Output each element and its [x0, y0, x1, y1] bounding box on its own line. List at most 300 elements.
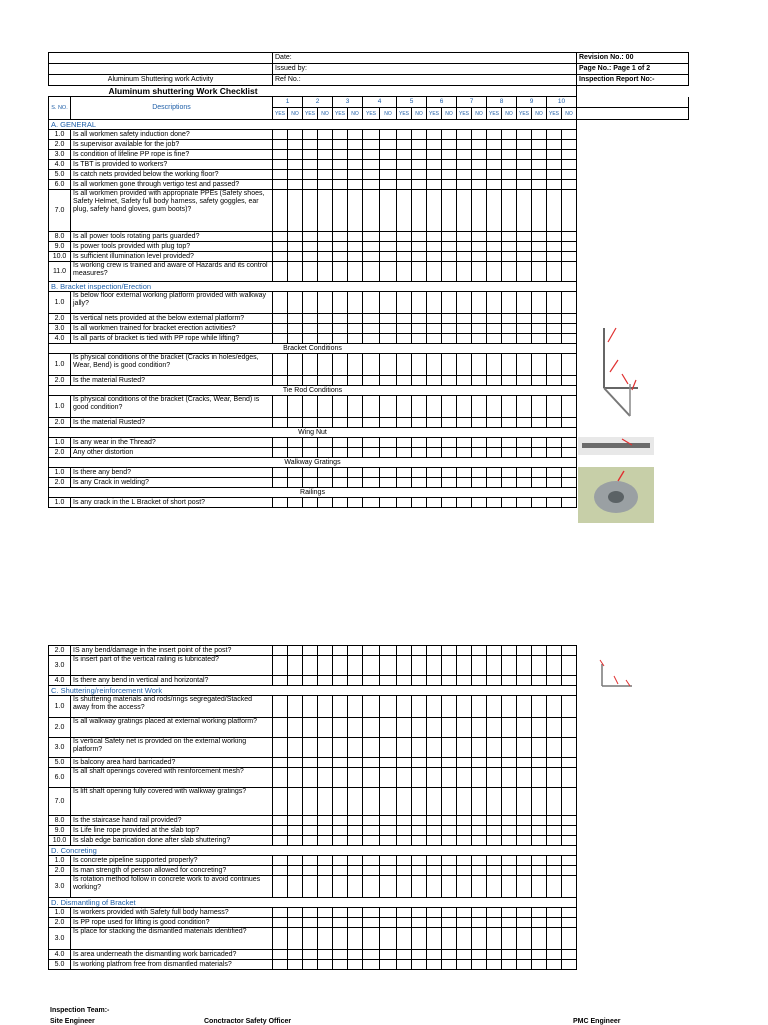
yes-check-cell[interactable]	[303, 768, 318, 788]
no-check-cell[interactable]	[532, 190, 547, 232]
no-check-cell[interactable]	[502, 908, 517, 918]
no-check-cell[interactable]	[562, 262, 577, 282]
yes-check-cell[interactable]	[273, 418, 288, 428]
yes-check-cell[interactable]	[457, 656, 472, 676]
yes-check-cell[interactable]	[303, 314, 318, 324]
no-check-cell[interactable]	[502, 816, 517, 826]
yes-check-cell[interactable]	[303, 718, 318, 738]
yes-check-cell[interactable]	[273, 836, 288, 846]
no-check-cell[interactable]	[562, 150, 577, 160]
yes-check-cell[interactable]	[273, 738, 288, 758]
no-check-cell[interactable]	[318, 150, 333, 160]
no-check-cell[interactable]	[532, 478, 547, 488]
no-check-cell[interactable]	[288, 788, 303, 816]
yes-check-cell[interactable]	[427, 478, 442, 488]
no-check-cell[interactable]	[412, 866, 427, 876]
no-check-cell[interactable]	[288, 232, 303, 242]
yes-check-cell[interactable]	[397, 718, 412, 738]
yes-check-cell[interactable]	[457, 876, 472, 898]
yes-check-cell[interactable]	[363, 718, 380, 738]
yes-check-cell[interactable]	[487, 646, 502, 656]
no-check-cell[interactable]	[348, 314, 363, 324]
no-check-cell[interactable]	[318, 928, 333, 950]
no-check-cell[interactable]	[318, 908, 333, 918]
no-check-cell[interactable]	[442, 150, 457, 160]
yes-check-cell[interactable]	[487, 354, 502, 376]
yes-check-cell[interactable]	[303, 950, 318, 960]
no-check-cell[interactable]	[502, 448, 517, 458]
no-check-cell[interactable]	[318, 478, 333, 488]
yes-check-cell[interactable]	[457, 354, 472, 376]
yes-check-cell[interactable]	[517, 928, 532, 950]
no-check-cell[interactable]	[318, 856, 333, 866]
yes-check-cell[interactable]	[303, 908, 318, 918]
no-check-cell[interactable]	[532, 656, 547, 676]
yes-check-cell[interactable]	[517, 180, 532, 190]
yes-check-cell[interactable]	[457, 252, 472, 262]
no-check-cell[interactable]	[532, 960, 547, 970]
no-check-cell[interactable]	[442, 180, 457, 190]
no-check-cell[interactable]	[562, 696, 577, 718]
yes-check-cell[interactable]	[397, 252, 412, 262]
yes-check-cell[interactable]	[487, 160, 502, 170]
no-check-cell[interactable]	[532, 396, 547, 418]
yes-check-cell[interactable]	[303, 478, 318, 488]
yes-check-cell[interactable]	[333, 242, 348, 252]
no-check-cell[interactable]	[348, 232, 363, 242]
no-check-cell[interactable]	[472, 866, 487, 876]
no-check-cell[interactable]	[412, 918, 427, 928]
no-check-cell[interactable]	[412, 758, 427, 768]
yes-check-cell[interactable]	[517, 262, 532, 282]
no-check-cell[interactable]	[380, 130, 397, 140]
yes-check-cell[interactable]	[547, 676, 562, 686]
no-check-cell[interactable]	[288, 856, 303, 866]
yes-check-cell[interactable]	[547, 826, 562, 836]
yes-check-cell[interactable]	[397, 418, 412, 428]
no-check-cell[interactable]	[380, 866, 397, 876]
yes-check-cell[interactable]	[517, 292, 532, 314]
no-check-cell[interactable]	[562, 498, 577, 508]
no-check-cell[interactable]	[472, 292, 487, 314]
no-check-cell[interactable]	[380, 768, 397, 788]
no-check-cell[interactable]	[380, 816, 397, 826]
yes-check-cell[interactable]	[273, 498, 288, 508]
no-check-cell[interactable]	[502, 718, 517, 738]
yes-check-cell[interactable]	[517, 438, 532, 448]
no-check-cell[interactable]	[532, 418, 547, 428]
no-check-cell[interactable]	[412, 324, 427, 334]
yes-check-cell[interactable]	[517, 696, 532, 718]
no-check-cell[interactable]	[288, 150, 303, 160]
no-check-cell[interactable]	[380, 376, 397, 386]
yes-check-cell[interactable]	[427, 908, 442, 918]
yes-check-cell[interactable]	[273, 354, 288, 376]
yes-check-cell[interactable]	[303, 232, 318, 242]
yes-check-cell[interactable]	[457, 696, 472, 718]
no-check-cell[interactable]	[562, 676, 577, 686]
no-check-cell[interactable]	[442, 826, 457, 836]
no-check-cell[interactable]	[442, 758, 457, 768]
yes-check-cell[interactable]	[397, 334, 412, 344]
no-check-cell[interactable]	[380, 836, 397, 846]
yes-check-cell[interactable]	[363, 314, 380, 324]
yes-check-cell[interactable]	[333, 866, 348, 876]
yes-check-cell[interactable]	[427, 140, 442, 150]
yes-check-cell[interactable]	[457, 292, 472, 314]
yes-check-cell[interactable]	[397, 478, 412, 488]
yes-check-cell[interactable]	[273, 676, 288, 686]
no-check-cell[interactable]	[472, 262, 487, 282]
no-check-cell[interactable]	[472, 876, 487, 898]
no-check-cell[interactable]	[472, 160, 487, 170]
yes-check-cell[interactable]	[427, 262, 442, 282]
no-check-cell[interactable]	[348, 130, 363, 140]
yes-check-cell[interactable]	[547, 262, 562, 282]
no-check-cell[interactable]	[442, 718, 457, 738]
no-check-cell[interactable]	[412, 468, 427, 478]
no-check-cell[interactable]	[502, 438, 517, 448]
no-check-cell[interactable]	[532, 696, 547, 718]
no-check-cell[interactable]	[532, 262, 547, 282]
no-check-cell[interactable]	[318, 866, 333, 876]
yes-check-cell[interactable]	[427, 646, 442, 656]
no-check-cell[interactable]	[348, 324, 363, 334]
yes-check-cell[interactable]	[517, 646, 532, 656]
yes-check-cell[interactable]	[427, 292, 442, 314]
no-check-cell[interactable]	[502, 758, 517, 768]
yes-check-cell[interactable]	[363, 478, 380, 488]
no-check-cell[interactable]	[318, 816, 333, 826]
no-check-cell[interactable]	[472, 252, 487, 262]
yes-check-cell[interactable]	[303, 676, 318, 686]
no-check-cell[interactable]	[348, 696, 363, 718]
no-check-cell[interactable]	[502, 950, 517, 960]
yes-check-cell[interactable]	[427, 396, 442, 418]
yes-check-cell[interactable]	[457, 190, 472, 232]
no-check-cell[interactable]	[412, 130, 427, 140]
no-check-cell[interactable]	[380, 438, 397, 448]
no-check-cell[interactable]	[472, 324, 487, 334]
no-check-cell[interactable]	[348, 656, 363, 676]
yes-check-cell[interactable]	[273, 292, 288, 314]
no-check-cell[interactable]	[348, 140, 363, 150]
yes-check-cell[interactable]	[303, 376, 318, 386]
yes-check-cell[interactable]	[303, 928, 318, 950]
no-check-cell[interactable]	[412, 738, 427, 758]
yes-check-cell[interactable]	[363, 324, 380, 334]
no-check-cell[interactable]	[562, 242, 577, 252]
no-check-cell[interactable]	[318, 130, 333, 140]
yes-check-cell[interactable]	[487, 656, 502, 676]
yes-check-cell[interactable]	[273, 324, 288, 334]
yes-check-cell[interactable]	[457, 232, 472, 242]
yes-check-cell[interactable]	[273, 160, 288, 170]
no-check-cell[interactable]	[532, 468, 547, 478]
yes-check-cell[interactable]	[273, 252, 288, 262]
no-check-cell[interactable]	[502, 140, 517, 150]
no-check-cell[interactable]	[442, 396, 457, 418]
yes-check-cell[interactable]	[487, 676, 502, 686]
yes-check-cell[interactable]	[487, 696, 502, 718]
no-check-cell[interactable]	[380, 324, 397, 334]
no-check-cell[interactable]	[442, 928, 457, 950]
no-check-cell[interactable]	[348, 788, 363, 816]
yes-check-cell[interactable]	[427, 826, 442, 836]
no-check-cell[interactable]	[348, 396, 363, 418]
yes-check-cell[interactable]	[517, 252, 532, 262]
yes-check-cell[interactable]	[487, 866, 502, 876]
no-check-cell[interactable]	[442, 418, 457, 428]
no-check-cell[interactable]	[412, 140, 427, 150]
no-check-cell[interactable]	[348, 252, 363, 262]
yes-check-cell[interactable]	[397, 448, 412, 458]
no-check-cell[interactable]	[318, 396, 333, 418]
no-check-cell[interactable]	[472, 180, 487, 190]
yes-check-cell[interactable]	[427, 876, 442, 898]
no-check-cell[interactable]	[532, 180, 547, 190]
no-check-cell[interactable]	[348, 170, 363, 180]
no-check-cell[interactable]	[562, 130, 577, 140]
yes-check-cell[interactable]	[427, 252, 442, 262]
yes-check-cell[interactable]	[487, 180, 502, 190]
yes-check-cell[interactable]	[547, 130, 562, 140]
no-check-cell[interactable]	[472, 242, 487, 252]
no-check-cell[interactable]	[442, 788, 457, 816]
yes-check-cell[interactable]	[273, 950, 288, 960]
yes-check-cell[interactable]	[457, 950, 472, 960]
yes-check-cell[interactable]	[427, 438, 442, 448]
yes-check-cell[interactable]	[427, 232, 442, 242]
yes-check-cell[interactable]	[487, 448, 502, 458]
no-check-cell[interactable]	[348, 758, 363, 768]
no-check-cell[interactable]	[442, 232, 457, 242]
no-check-cell[interactable]	[348, 262, 363, 282]
yes-check-cell[interactable]	[487, 130, 502, 140]
yes-check-cell[interactable]	[303, 396, 318, 418]
yes-check-cell[interactable]	[333, 262, 348, 282]
no-check-cell[interactable]	[348, 160, 363, 170]
no-check-cell[interactable]	[318, 354, 333, 376]
yes-check-cell[interactable]	[457, 738, 472, 758]
no-check-cell[interactable]	[442, 696, 457, 718]
no-check-cell[interactable]	[442, 252, 457, 262]
yes-check-cell[interactable]	[303, 190, 318, 232]
yes-check-cell[interactable]	[427, 856, 442, 866]
no-check-cell[interactable]	[288, 768, 303, 788]
yes-check-cell[interactable]	[303, 252, 318, 262]
no-check-cell[interactable]	[380, 160, 397, 170]
no-check-cell[interactable]	[562, 232, 577, 242]
yes-check-cell[interactable]	[517, 816, 532, 826]
yes-check-cell[interactable]	[517, 856, 532, 866]
no-check-cell[interactable]	[380, 252, 397, 262]
yes-check-cell[interactable]	[487, 170, 502, 180]
yes-check-cell[interactable]	[273, 696, 288, 718]
yes-check-cell[interactable]	[397, 242, 412, 252]
no-check-cell[interactable]	[502, 696, 517, 718]
yes-check-cell[interactable]	[333, 438, 348, 448]
yes-check-cell[interactable]	[517, 376, 532, 386]
yes-check-cell[interactable]	[547, 160, 562, 170]
no-check-cell[interactable]	[380, 262, 397, 282]
yes-check-cell[interactable]	[397, 866, 412, 876]
yes-check-cell[interactable]	[333, 816, 348, 826]
no-check-cell[interactable]	[442, 140, 457, 150]
no-check-cell[interactable]	[532, 758, 547, 768]
yes-check-cell[interactable]	[397, 130, 412, 140]
no-check-cell[interactable]	[472, 150, 487, 160]
no-check-cell[interactable]	[348, 334, 363, 344]
yes-check-cell[interactable]	[333, 324, 348, 334]
yes-check-cell[interactable]	[333, 478, 348, 488]
yes-check-cell[interactable]	[427, 170, 442, 180]
no-check-cell[interactable]	[348, 738, 363, 758]
yes-check-cell[interactable]	[427, 324, 442, 334]
yes-check-cell[interactable]	[487, 876, 502, 898]
no-check-cell[interactable]	[288, 448, 303, 458]
yes-check-cell[interactable]	[547, 866, 562, 876]
no-check-cell[interactable]	[288, 180, 303, 190]
no-check-cell[interactable]	[502, 130, 517, 140]
yes-check-cell[interactable]	[487, 140, 502, 150]
no-check-cell[interactable]	[348, 950, 363, 960]
yes-check-cell[interactable]	[397, 836, 412, 846]
no-check-cell[interactable]	[562, 928, 577, 950]
no-check-cell[interactable]	[412, 242, 427, 252]
no-check-cell[interactable]	[288, 908, 303, 918]
no-check-cell[interactable]	[412, 354, 427, 376]
yes-check-cell[interactable]	[397, 324, 412, 334]
no-check-cell[interactable]	[562, 170, 577, 180]
yes-check-cell[interactable]	[397, 918, 412, 928]
yes-check-cell[interactable]	[273, 334, 288, 344]
no-check-cell[interactable]	[562, 908, 577, 918]
no-check-cell[interactable]	[380, 498, 397, 508]
yes-check-cell[interactable]	[457, 718, 472, 738]
no-check-cell[interactable]	[412, 876, 427, 898]
no-check-cell[interactable]	[532, 242, 547, 252]
no-check-cell[interactable]	[532, 836, 547, 846]
no-check-cell[interactable]	[288, 866, 303, 876]
no-check-cell[interactable]	[288, 418, 303, 428]
no-check-cell[interactable]	[380, 170, 397, 180]
no-check-cell[interactable]	[442, 676, 457, 686]
no-check-cell[interactable]	[442, 836, 457, 846]
yes-check-cell[interactable]	[517, 656, 532, 676]
yes-check-cell[interactable]	[363, 150, 380, 160]
yes-check-cell[interactable]	[333, 646, 348, 656]
yes-check-cell[interactable]	[457, 376, 472, 386]
no-check-cell[interactable]	[442, 160, 457, 170]
no-check-cell[interactable]	[380, 150, 397, 160]
no-check-cell[interactable]	[532, 376, 547, 386]
yes-check-cell[interactable]	[547, 928, 562, 950]
yes-check-cell[interactable]	[363, 826, 380, 836]
yes-check-cell[interactable]	[273, 960, 288, 970]
yes-check-cell[interactable]	[363, 130, 380, 140]
yes-check-cell[interactable]	[397, 180, 412, 190]
yes-check-cell[interactable]	[273, 468, 288, 478]
yes-check-cell[interactable]	[457, 160, 472, 170]
yes-check-cell[interactable]	[397, 190, 412, 232]
yes-check-cell[interactable]	[457, 918, 472, 928]
no-check-cell[interactable]	[442, 262, 457, 282]
yes-check-cell[interactable]	[397, 696, 412, 718]
yes-check-cell[interactable]	[363, 738, 380, 758]
yes-check-cell[interactable]	[457, 314, 472, 324]
no-check-cell[interactable]	[562, 788, 577, 816]
yes-check-cell[interactable]	[427, 676, 442, 686]
yes-check-cell[interactable]	[363, 292, 380, 314]
no-check-cell[interactable]	[380, 696, 397, 718]
yes-check-cell[interactable]	[333, 856, 348, 866]
yes-check-cell[interactable]	[457, 150, 472, 160]
no-check-cell[interactable]	[318, 292, 333, 314]
yes-check-cell[interactable]	[517, 324, 532, 334]
yes-check-cell[interactable]	[273, 718, 288, 738]
yes-check-cell[interactable]	[487, 478, 502, 488]
yes-check-cell[interactable]	[333, 960, 348, 970]
yes-check-cell[interactable]	[363, 950, 380, 960]
no-check-cell[interactable]	[532, 928, 547, 950]
no-check-cell[interactable]	[318, 738, 333, 758]
no-check-cell[interactable]	[532, 950, 547, 960]
no-check-cell[interactable]	[318, 232, 333, 242]
no-check-cell[interactable]	[502, 876, 517, 898]
yes-check-cell[interactable]	[517, 334, 532, 344]
yes-check-cell[interactable]	[427, 950, 442, 960]
no-check-cell[interactable]	[380, 468, 397, 478]
yes-check-cell[interactable]	[487, 262, 502, 282]
yes-check-cell[interactable]	[397, 788, 412, 816]
yes-check-cell[interactable]	[333, 836, 348, 846]
yes-check-cell[interactable]	[427, 468, 442, 478]
no-check-cell[interactable]	[532, 816, 547, 826]
yes-check-cell[interactable]	[303, 292, 318, 314]
no-check-cell[interactable]	[562, 876, 577, 898]
yes-check-cell[interactable]	[547, 448, 562, 458]
ref-no-field[interactable]	[273, 75, 577, 86]
yes-check-cell[interactable]	[363, 242, 380, 252]
yes-check-cell[interactable]	[303, 656, 318, 676]
no-check-cell[interactable]	[412, 856, 427, 866]
yes-check-cell[interactable]	[517, 826, 532, 836]
yes-check-cell[interactable]	[547, 150, 562, 160]
no-check-cell[interactable]	[348, 354, 363, 376]
no-check-cell[interactable]	[442, 656, 457, 676]
no-check-cell[interactable]	[348, 960, 363, 970]
no-check-cell[interactable]	[288, 190, 303, 232]
yes-check-cell[interactable]	[397, 758, 412, 768]
no-check-cell[interactable]	[318, 376, 333, 386]
yes-check-cell[interactable]	[457, 836, 472, 846]
no-check-cell[interactable]	[380, 242, 397, 252]
no-check-cell[interactable]	[442, 438, 457, 448]
no-check-cell[interactable]	[502, 646, 517, 656]
no-check-cell[interactable]	[502, 918, 517, 928]
no-check-cell[interactable]	[502, 292, 517, 314]
yes-check-cell[interactable]	[547, 190, 562, 232]
no-check-cell[interactable]	[442, 816, 457, 826]
yes-check-cell[interactable]	[487, 334, 502, 344]
no-check-cell[interactable]	[348, 242, 363, 252]
yes-check-cell[interactable]	[517, 418, 532, 428]
no-check-cell[interactable]	[380, 676, 397, 686]
no-check-cell[interactable]	[288, 478, 303, 488]
yes-check-cell[interactable]	[333, 292, 348, 314]
no-check-cell[interactable]	[288, 826, 303, 836]
